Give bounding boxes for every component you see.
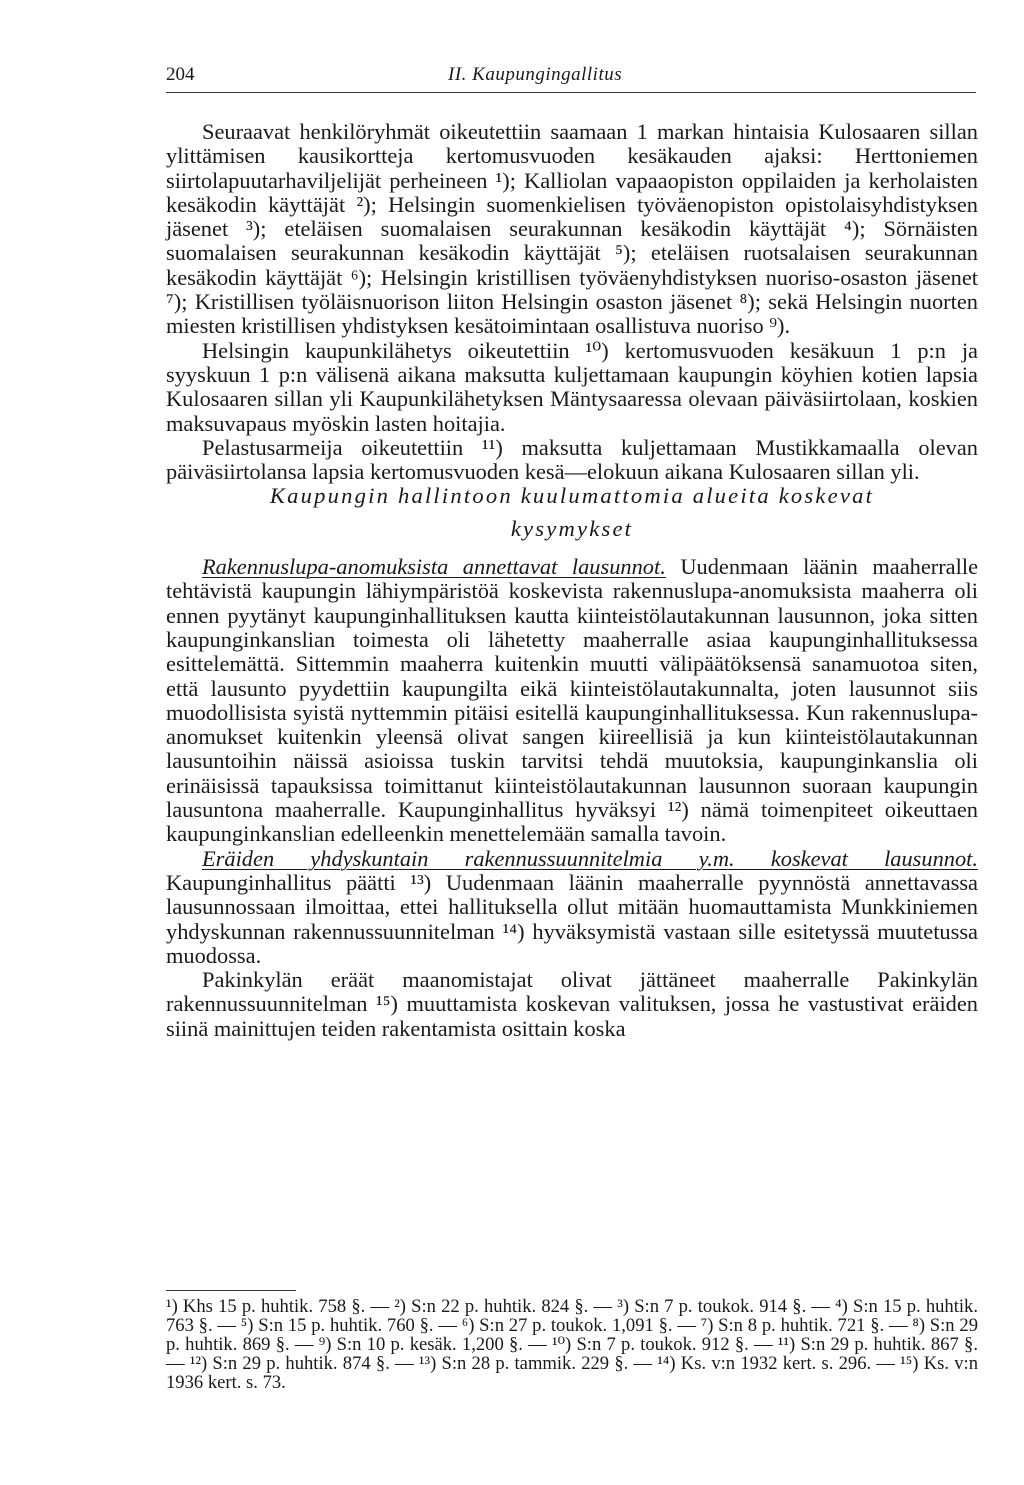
page-number: 204 <box>166 64 195 85</box>
body-text <box>166 120 978 1041</box>
running-title: II. Kaupungingallitus <box>448 64 623 85</box>
paragraph-building-permits <box>166 555 978 847</box>
paragraph-lead-building-permits: Rakennuslupa-anomuksista annettavat lausunnot. <box>202 554 666 580</box>
section-heading-line1: Kaupungin hallintoon kuulumattomia alueita koskevat <box>269 483 875 509</box>
paragraph-salvation-army: Pelastusarmeija oikeutettiin ¹¹) maksutta kuljettamaan Mustikkamaalla olevan päiväsiirtolansa lapsia kertomusvuoden kesä—elokuun aikana Kulosaaren sillan yli. <box>166 434 978 485</box>
paragraph-pakinkyla: Pakinkylän eräät maanomistajat olivat jättäneet maaherralle Pakinkylän rakennussuunnitelman ¹⁵) muuttamista koskevan valituksen, jossa he vastustivat eräiden siinä mainittujen teiden rakentamista osittain koska <box>166 967 978 1041</box>
paragraph-body-construction-plans: Kaupunginhallitus päätti ¹³) Uudenmaan läänin maaherralle pyynnöstä annettavassa lausunnossaan ilmoittaa, ettei hallituksella ollut mitään huomauttamista Munkkiniemen yhdyskunnan rakennussuunnitelman ¹⁴) hyväksymistä vastaan sille esitetyssä muutetussa muodossa. <box>166 869 978 968</box>
footnotes: ¹) Khs 15 p. huhtik. 758 §. — ²) S:n 22 p. huhtik. 824 §. — ³) S:n 7 p. toukok. 914 §. — ⁴) S:n 15 p. huhtik. 763 §. — ⁵) S:n 15 p. huhtik. 760 §. — ⁶) S:n 27 p. toukok. 1,091 §. — ⁷) S:n 8 p. huhtik. 721 §. — ⁸) S:n 29 p. huhtik. 869 §. — ⁹) S:n 10 p. kesäk. 1,200 §. — ¹⁰) S:n 7 p. toukok. 912 §. — ¹¹) S:n 29 p. huhtik. 867 §. — ¹²) S:n 29 p. huhtik. 874 §. — ¹³) S:n 28 p. tammik. 229 §. — ¹⁴) Ks. v:n 1932 kert. s. 296. — ¹⁵) Ks. v:n 1936 kert. s. 73. <box>166 1296 978 1393</box>
section-heading-line2: kysymykset <box>510 515 634 541</box>
paragraph-season-tickets: Seuraavat henkilöryhmät oikeutettiin saamaan 1 markan hintaisia Kulosaaren sillan ylittämisen kausikortteja kertomusvuoden kesäkauden ajaksi: Herttoniemen siirtolapuutarhaviljelijät perheineen ¹); Kalliolan vapaaopiston oppilaiden ja kerholaisten kesäkodin käyttäjät ²); Helsingin suomenkielisen työväenopiston opistolaisyhdistyksen jäsenet ³); eteläisen suomalaisen seurakunnan kesäkodin käyttäjät ⁴); Sörnäisten suomalaisen seurakunnan kesäkodin käyttäjät ⁵); eteläisen ruotsalaisen seurakunnan kesäkodin käyttäjät ⁶); Helsingin kristillisen työväenyhdistyksen nuoriso-osaston jäsenet ⁷); Kristillisen työläisnuorison liiton Helsingin osaston jäsenet ⁸); sekä Helsingin nuorten miesten kristillisen yhdistyksen kesätoimintaan osallistuva nuoriso ⁹). <box>166 119 978 339</box>
paragraph-construction-plans <box>166 847 978 968</box>
paragraph-city-mission: Helsingin kaupunkilähetys oikeutettiin ¹⁰) kertomusvuoden kesäkuun 1 p:n ja syyskuun 1 p:n välisenä aikana maksutta kuljettamaan kaupungin köyhien kotien lapsia Kulosaaren sillan yli Kaupunkilähetyksen Mäntysaaressa olevaan päiväsiirtolaan, koskien maksuvapaus myöskin lasten hoitajia. <box>166 337 978 436</box>
page-header <box>166 62 976 93</box>
paragraph-lead-construction-plans: Eräiden yhdyskuntain rakennussuunnitelmia y.m. koskevat lausunnot. <box>202 845 978 871</box>
paragraph-body-building-permits: Uudenmaan läänin maaherralle tehtävistä kaupungin lähiympäristöä koskevista rakennuslupa-anomuksista maaherra oli ennen pyytänyt kaupunginhallituksen kautta kiinteistölautakunnan lausunnon, joka sitten kaupunginkanslian toimesta oli lähetetty maaherralle asiaa kaupunginhallituksessa esittelemättä. Sittemmin maaherra kuitenkin muutti välipäätöksensä sanamuotoa siten, että lausunto pyydettiin kaupungilta eikä kiinteistölautakunnalta, joten lausunnot siis muodollisista syistä nyttemmin pitäisi esitellä kaupunginhallituksessa. Kun rakennuslupa-anomukset kuitenkin yleensä olivat sangen kiireellisiä ja kun kiinteistölautakunnan lausuntoihin näissä asioissa tuskin tarvitsi tehdä muutoksia, kaupunginkanslia oli erinäisissä tapauksissa toimittanut kiinteistölautakunnan lausunnon suoraan kaupungin lausuntona maaherralle. Kaupunginhallitus hyväksyi ¹²) nämä toimenpiteet oikeuttaen kaupunginkanslian edelleenkin menettelemään samalla tavoin. <box>166 554 979 847</box>
footnote-divider <box>166 1290 296 1291</box>
